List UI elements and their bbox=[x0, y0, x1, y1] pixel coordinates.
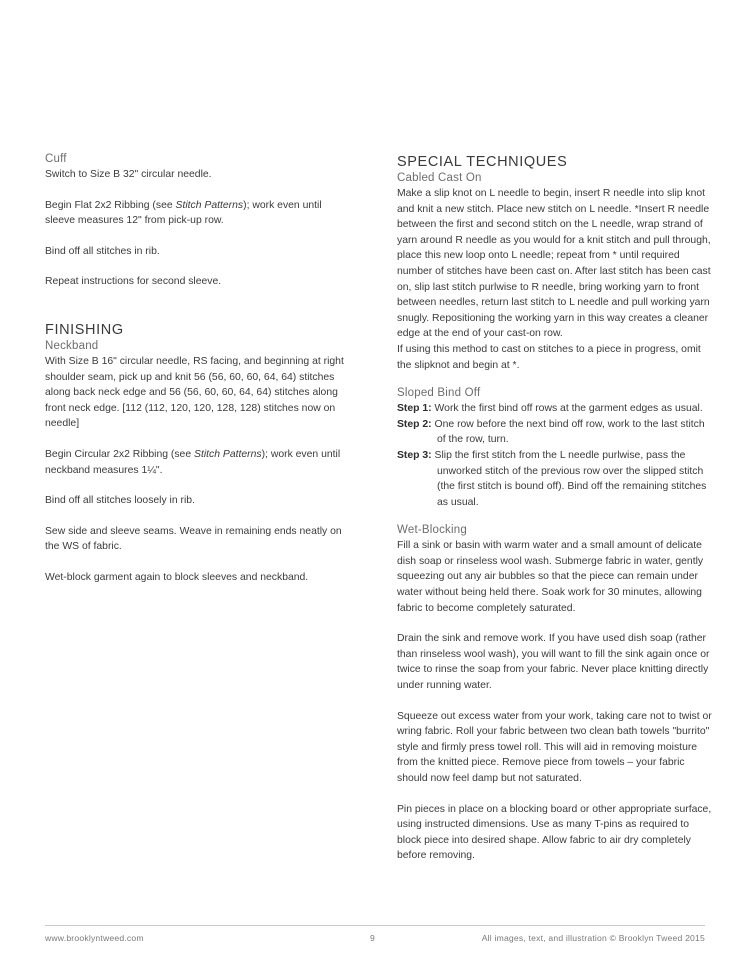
left-column bbox=[45, 152, 345, 586]
step-item: Step 1: Work the first bind off rows at the garment edges as usual. bbox=[397, 403, 703, 415]
footer-website-link[interactable]: www.brooklyntweed.com bbox=[45, 933, 144, 943]
cabled-cast-on-paragraph: Make a slip knot on L needle to begin, insert R needle into slip knot and knit a new stitch. Place new stitch on L needle. *Insert R needle between the first and second stitch on the L needle, wrap strand of yarn around R needle as you would for a knit stitch and pull through, place this new loop onto L needle; repeat from * until required number of stitches have been cast on. After last stitch has been cast on, slip last stitch purlwise to R needle, bring working yarn to front between needles, return last stitch to L needle and pull working yarn snugly. Repositioning the working yarn in this way creates a cleaner edge at the end of your cast-on row. bbox=[397, 188, 711, 340]
right-column bbox=[397, 154, 713, 864]
neckband-paragraph: Sew side and sleeve seams. Weave in remaining ends neatly on the WS of fabric. bbox=[45, 525, 342, 553]
footer-copyright: All images, text, and illustration © Brooklyn Tweed 2015 bbox=[481, 933, 705, 943]
wet-blocking-paragraph: Drain the sink and remove work. If you have used dish soap (rather than rinseless wool wash), you will want to fill the sink again once or twice to rinse the soap from your fabric. Never place knitting directly under running water. bbox=[397, 633, 710, 692]
step-item: Step 3: Slip the first stitch from the L needle purlwise, pass the unworked stitch of the previous row over the slipped stitch (the first stitch is bound off). Bind off the remaining stitches as usual. bbox=[397, 449, 707, 508]
sloped-bind-off-heading: Sloped Bind Off bbox=[397, 387, 481, 400]
cuff-paragraph: Switch to Size B 32" circular needle. bbox=[45, 169, 212, 180]
page-number: 9 bbox=[370, 933, 375, 943]
cabled-cast-on-paragraph: If using this method to cast on stitches to a piece in progress, omit the slipknot and begin at *. bbox=[397, 343, 701, 371]
cabled-cast-on-heading: Cabled Cast On bbox=[397, 172, 482, 184]
cuff-paragraph: Bind off all stitches in rib. bbox=[45, 245, 160, 257]
wet-blocking-paragraph: Fill a sink or basin with warm water and a small amount of delicate dish soap or rinseless wool wash. Submerge fabric in water, gently squeezing out any air bubbles so that the piece can remain under water without being held there. Soak work for 30 minutes, allowing fabric to become completely saturated. bbox=[397, 540, 704, 614]
special-techniques-heading: SPECIAL TECHNIQUES bbox=[397, 154, 568, 170]
wet-blocking-paragraph: Squeeze out excess water from your work, taking care not to twist or wring fabric. Roll your fabric between two clean bath towels "burrito" style and firmly press towel roll. This will aid in removing moisture from the knitted piece. Remove piece from towels – your fabric should now feel damp but not saturated. bbox=[397, 710, 712, 784]
neckband-paragraph: With Size B 16" circular needle, RS facing, and beginning at right shoulder seam, pick up and knit 56 (56, 60, 60, 64, 64) stitches along back neck edge and 56 (56, 60, 60, 64, 64) stitches along front neck edge. [112 (112, 120, 120, 128, 128) stitches now on needle] bbox=[45, 355, 344, 430]
neckband-heading: Neckband bbox=[45, 339, 99, 352]
page-footer bbox=[45, 925, 705, 943]
cuff-paragraph: Begin Flat 2x2 Ribbing (see Stitch Patterns); work even until sleeve measures 12" from pick-up row. bbox=[45, 199, 322, 227]
cuff-paragraph: Repeat instructions for second sleeve. bbox=[45, 276, 222, 288]
step-item: Step 2: One row before the next bind off row, work to the last stitch of the row, turn. bbox=[397, 418, 705, 446]
wet-blocking-paragraph: Pin pieces in place on a blocking board or other appropriate surface, using instructed dimensions. Use as many T-pins as required to block piece into desired shape. Allow fabric to air dry completely before removing. bbox=[397, 803, 712, 862]
neckband-paragraph: Bind off all stitches loosely in rib. bbox=[45, 495, 195, 507]
neckband-paragraph: Wet-block garment again to block sleeves and neckband. bbox=[45, 571, 309, 583]
finishing-heading: FINISHING bbox=[45, 321, 124, 338]
wet-blocking-heading: Wet-Blocking bbox=[397, 524, 467, 537]
neckband-paragraph: Begin Circular 2x2 Ribbing (see Stitch Patterns); work even until neckband measures 1¼". bbox=[45, 448, 341, 476]
cuff-heading: Cuff bbox=[45, 153, 67, 165]
